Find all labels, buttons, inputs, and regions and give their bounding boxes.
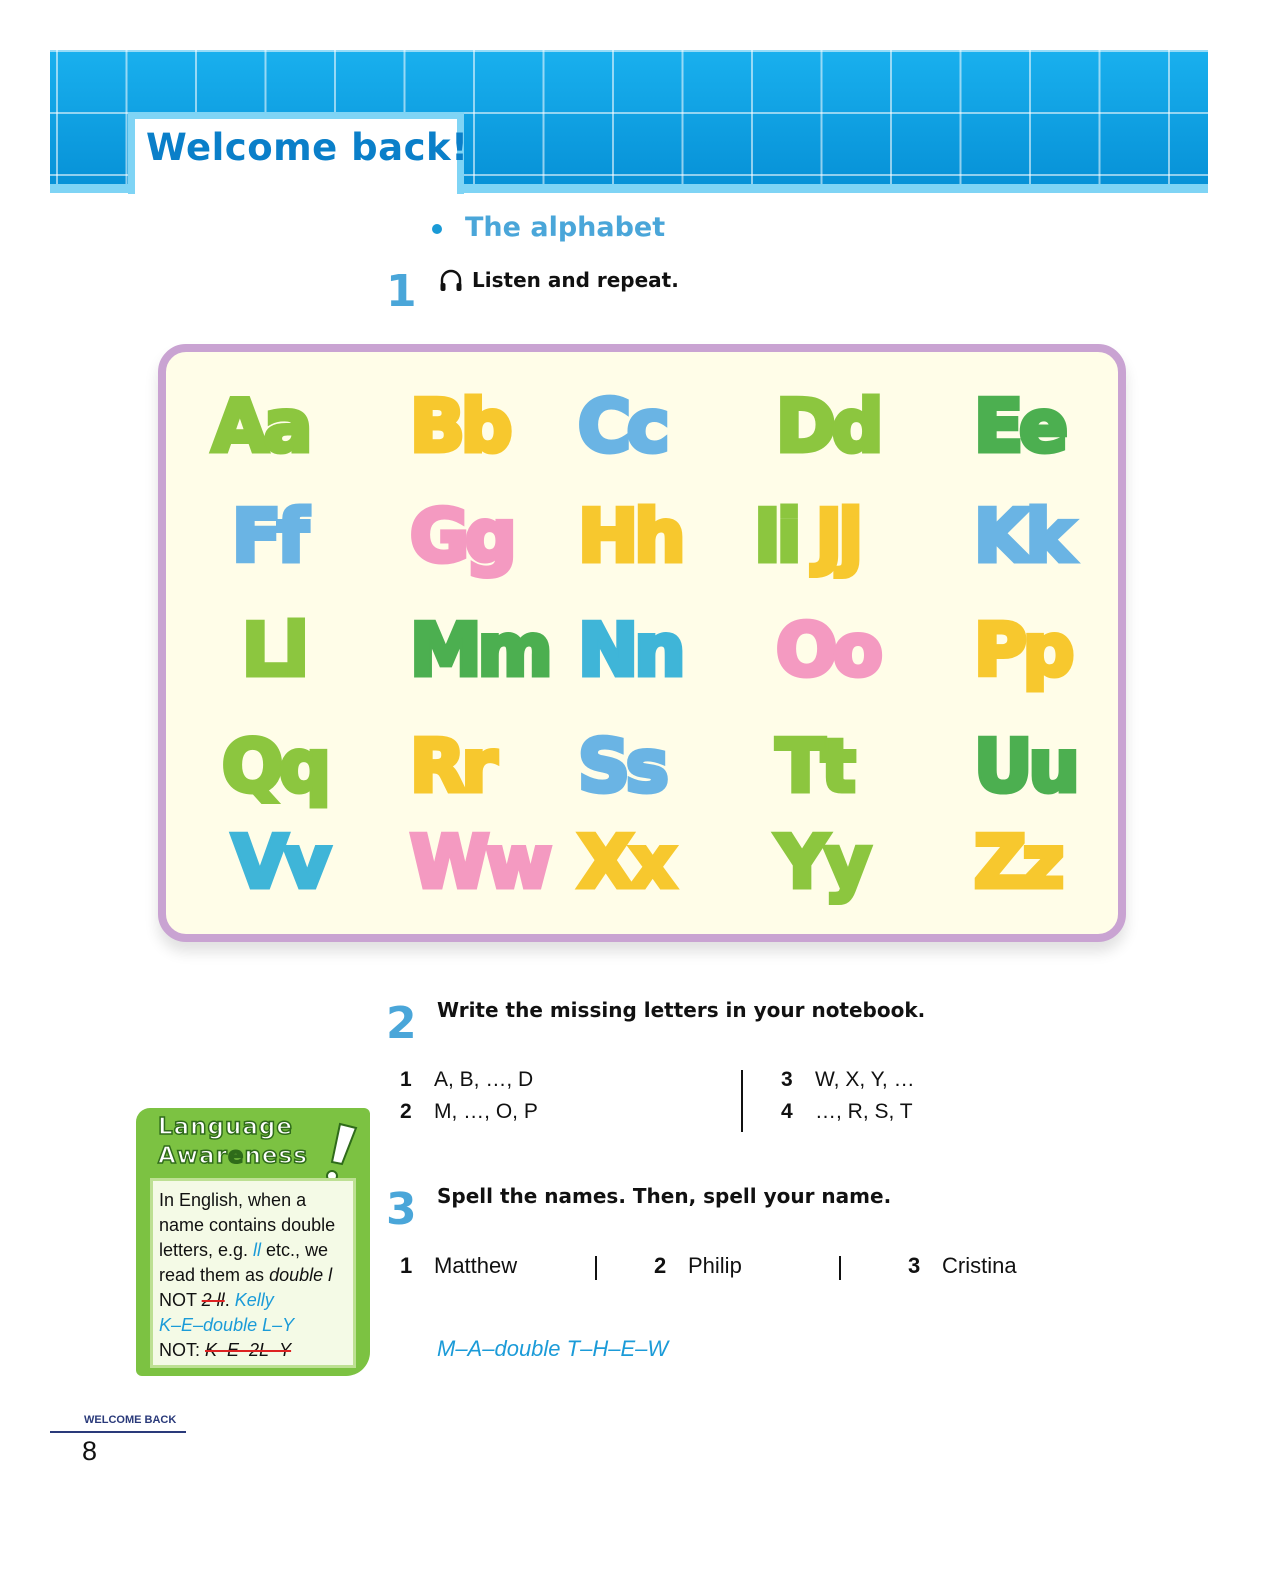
- la-line: In English, when a: [159, 1190, 307, 1210]
- alphabet-letter: Oo: [776, 608, 879, 692]
- la-line: letters, e.g. ll etc., we: [159, 1240, 329, 1260]
- alphabet-letter: Tt: [776, 724, 852, 808]
- alphabet-letter: Nn: [578, 608, 682, 692]
- exercise-3-item: 2 Philip: [654, 1253, 742, 1278]
- footer-line: [50, 1431, 186, 1433]
- alphabet-letter: Xx: [578, 820, 672, 904]
- exercise-3-instruction: Spell the names. Then, spell your name.: [437, 1184, 892, 1208]
- page-title: Welcome back!: [146, 126, 469, 169]
- alphabet-letter: Bb: [410, 384, 509, 468]
- la-line: read them as double l: [159, 1265, 333, 1285]
- alphabet-letter: Ii Jj: [754, 494, 859, 578]
- alphabet-letter: Mm: [410, 608, 549, 692]
- alphabet-letter: Ss: [578, 724, 665, 808]
- alphabet-letter: Ff: [232, 494, 305, 578]
- alphabet-letter: Ll: [242, 608, 305, 692]
- divider: [839, 1256, 841, 1280]
- alphabet-letter: Rr: [410, 724, 493, 808]
- divider: [741, 1070, 743, 1132]
- spelling-example: M–A–double T–H–E–W: [437, 1336, 669, 1361]
- alphabet-letter: Zz: [974, 820, 1061, 904]
- bullet-icon: [432, 224, 442, 234]
- alphabet-letter: Kk: [974, 494, 1070, 578]
- divider: [595, 1256, 597, 1280]
- exercise-3-item: 3 Cristina: [908, 1253, 1017, 1278]
- exercise-2-number: 2: [386, 998, 417, 1049]
- la-line: NOT: K–E–2L–Y: [159, 1340, 292, 1360]
- exercise-1-number: 1: [386, 266, 417, 317]
- exercise-3-item: 1 Matthew: [400, 1253, 518, 1278]
- alphabet-letter: Uu: [974, 724, 1076, 808]
- alphabet-letter: Pp: [974, 608, 1071, 692]
- exercise-2-item: 3 W, X, Y, …: [781, 1068, 915, 1091]
- la-line: name contains double: [159, 1215, 336, 1235]
- exercise-2-item: 2 M, …, O, P: [400, 1100, 538, 1123]
- alphabet-letter: Hh: [578, 494, 682, 578]
- alphabet-letter: Ww: [410, 820, 548, 904]
- alphabet-letter: Ee: [974, 384, 1065, 468]
- la-line: NOT 2 ll. Kelly: [159, 1290, 274, 1310]
- alphabet-letter: Gg: [410, 494, 513, 578]
- exclamation-icon: [318, 1122, 358, 1184]
- exercise-3-number: 3: [386, 1184, 417, 1235]
- language-awareness-heading: Awareness: [158, 1143, 308, 1169]
- headphones-icon[interactable]: [438, 268, 464, 294]
- exercise-2-instruction: Write the missing letters in your notebook.: [437, 998, 926, 1022]
- alphabet-letter: Yy: [776, 820, 868, 904]
- section-title: The alphabet: [465, 212, 666, 243]
- alphabet-letter: Vv: [232, 820, 327, 904]
- alphabet-letter: Dd: [776, 384, 880, 468]
- alphabet-letter: Qq: [222, 724, 327, 808]
- footer-label: WELCOME BACK: [84, 1414, 177, 1426]
- exercise-1-instruction: Listen and repeat.: [472, 268, 679, 292]
- language-awareness-heading: Language: [158, 1114, 293, 1140]
- exercise-2-item: 4 …, R, S, T: [781, 1100, 913, 1123]
- page-number: 8: [82, 1436, 98, 1466]
- alphabet-letter: Aa: [212, 384, 309, 468]
- exercise-2-item: 1 A, B, …, D: [400, 1068, 534, 1091]
- la-line: K–E–double L–Y: [159, 1315, 295, 1335]
- alphabet-letter: Cc: [578, 384, 666, 468]
